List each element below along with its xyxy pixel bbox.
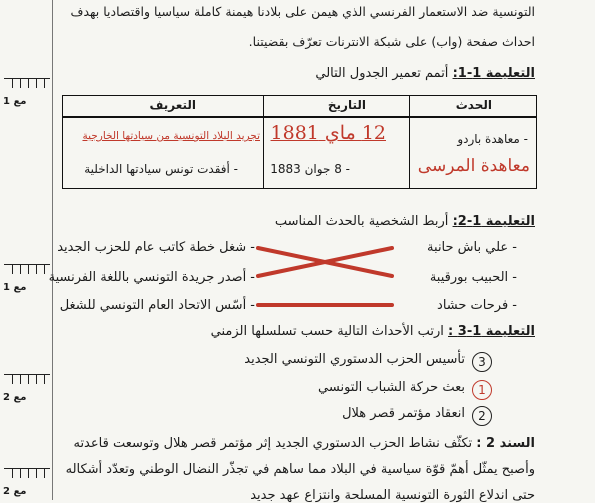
table-header: التعريف [149,98,196,112]
task3-heading [211,324,535,339]
order-number: 1 [472,380,492,400]
order-number: 3 [472,352,492,372]
document2-text: تكثّف نشاط الحزب الدستوري الجديد إثر مؤتمر قصر هلال وتوسعت قاعدته [73,436,473,451]
task2-text: أربط الشخصية بالحدث المناسب [274,214,449,229]
person-item: - فرحات حشاد [437,298,517,313]
margin-label: مع 2 [3,486,27,497]
table-cell-date: 12 ماي 1881 [270,122,386,144]
order-item: تأسيس الحزب الدستوري التونسي الجديد [244,352,465,367]
table-header: التاريخ [327,98,366,112]
event-item: - أصدر جريدة التونسي باللغة الفرنسية [48,270,255,285]
order-item: انعقاد مؤتمر قصر هلال [342,406,465,421]
paragraph-line: التونسية ضد الاستعمار الفرنسي الذي هيمن على بلادنا هيمنة كاملة سياسيا واقتصاديا بهدف [70,4,535,19]
document2-line: حتى اندلاع الثورة التونسية المسلحة وانتزاع عهد جديد [250,488,535,503]
table-cell-definition: - أفقدت تونس سيادتها الداخلية [84,162,238,176]
table-cell-event: معاهدة المرسى [417,156,530,176]
task2-label: التعليمة 1-2: [452,214,535,229]
task3-text: ارتب الأحداث التالية حسب تسلسلها الزمني [210,324,444,339]
task1-label: التعليمة 1-1: [452,66,535,81]
task3-label: التعليمة 1-3 : [448,324,535,339]
event-item: - شغل خطة كاتب عام للحزب الجديد [57,240,255,255]
person-item: - الحبيب بورقيبة [429,270,517,285]
margin-label: مع 2 [3,392,27,403]
margin-label: مع 1 [3,282,27,293]
document2-label: السند 2 : [476,436,535,451]
paragraph-line: احداث صفحة (واب) على شبكة الانترنات تعرّف بقضيتنا. [248,34,535,49]
order-item: بعث حركة الشباب التونسي [318,380,465,395]
document2-line: وأصبح يمثّل أهمّ قوّة سياسية في البلاد مما ساهم في تجذّر النضال الوطني وتعدّد أشكاله [65,462,535,477]
table-cell-date: - 8 جوان 1883 [270,162,350,176]
task1-text: أتمم تعمير الجدول التالي [315,66,449,81]
document2-line [73,436,535,451]
margin-label: مع 1 [3,96,27,107]
event-item: - أسّس الاتحاد العام التونسي للشغل [59,298,255,313]
table-cell-event: - معاهدة باردو [457,132,528,146]
person-item: - علي باش حانبة [427,240,517,255]
order-number: 2 [472,406,492,426]
table-cell-definition: تجريد البلاد التونسية من سيادتها الخارجية [82,130,260,142]
table-header: الحدث [455,98,492,112]
